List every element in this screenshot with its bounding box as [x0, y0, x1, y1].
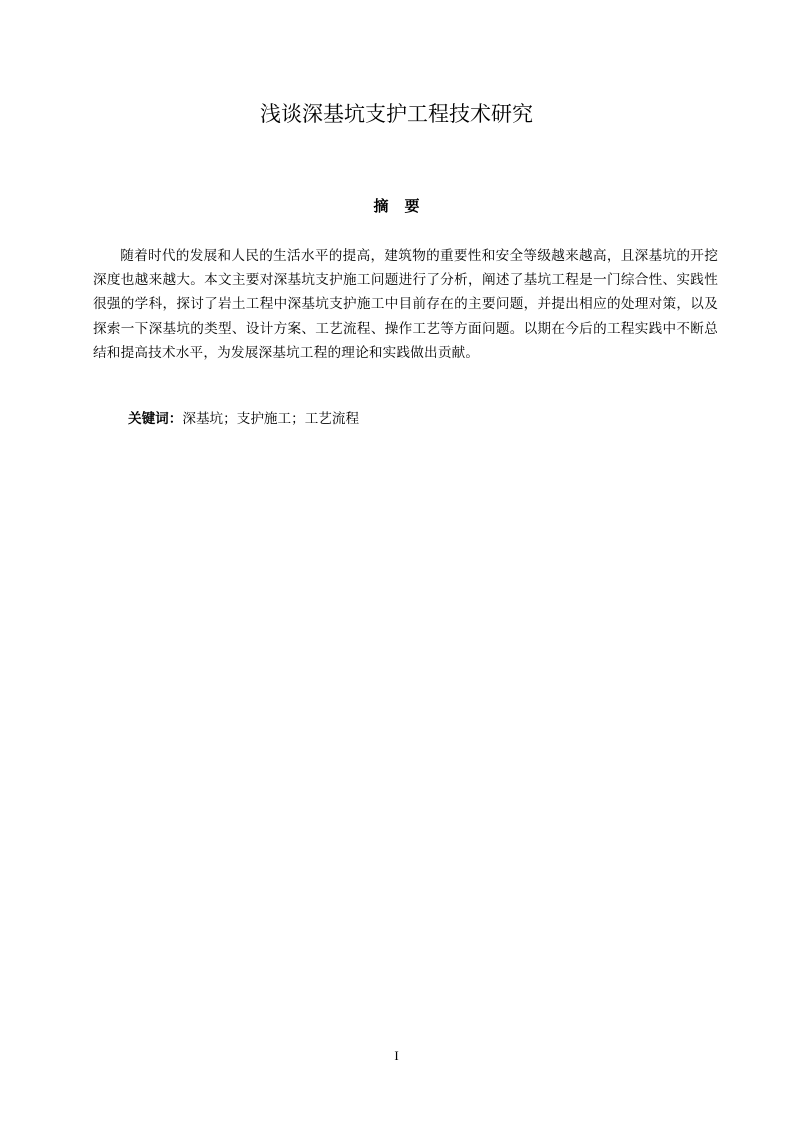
abstract-body: 随着时代的发展和人民的生活水平的提高，建筑物的重要性和安全等级越来越高，且深基坑的开挖深度也越来越大。本文主要对深基坑支护施工问题进行了分析，阐述了基坑工程是一门综合性、实践性很强的学科，探讨了岩土工程中深基坑支护施工中目前存在的主要问题，并提出相应的处理对策，以及探索一下深基坑的类型、设计方案、工艺流程、操作工艺等方面问题。以期在今后的工程实践中不断总结和提高技术水平，为发展深基坑工程的理论和实践做出贡献。	[93, 248, 718, 361]
keywords-value: 深基坑；支护施工；工艺流程	[182, 411, 360, 427]
abstract-heading: 摘要	[373, 197, 436, 215]
page-number: I	[394, 1048, 399, 1063]
keywords-line	[128, 408, 718, 430]
keywords-label: 关键词：	[128, 411, 183, 427]
document-title: 浅谈深基坑支护工程技术研究	[260, 102, 533, 126]
